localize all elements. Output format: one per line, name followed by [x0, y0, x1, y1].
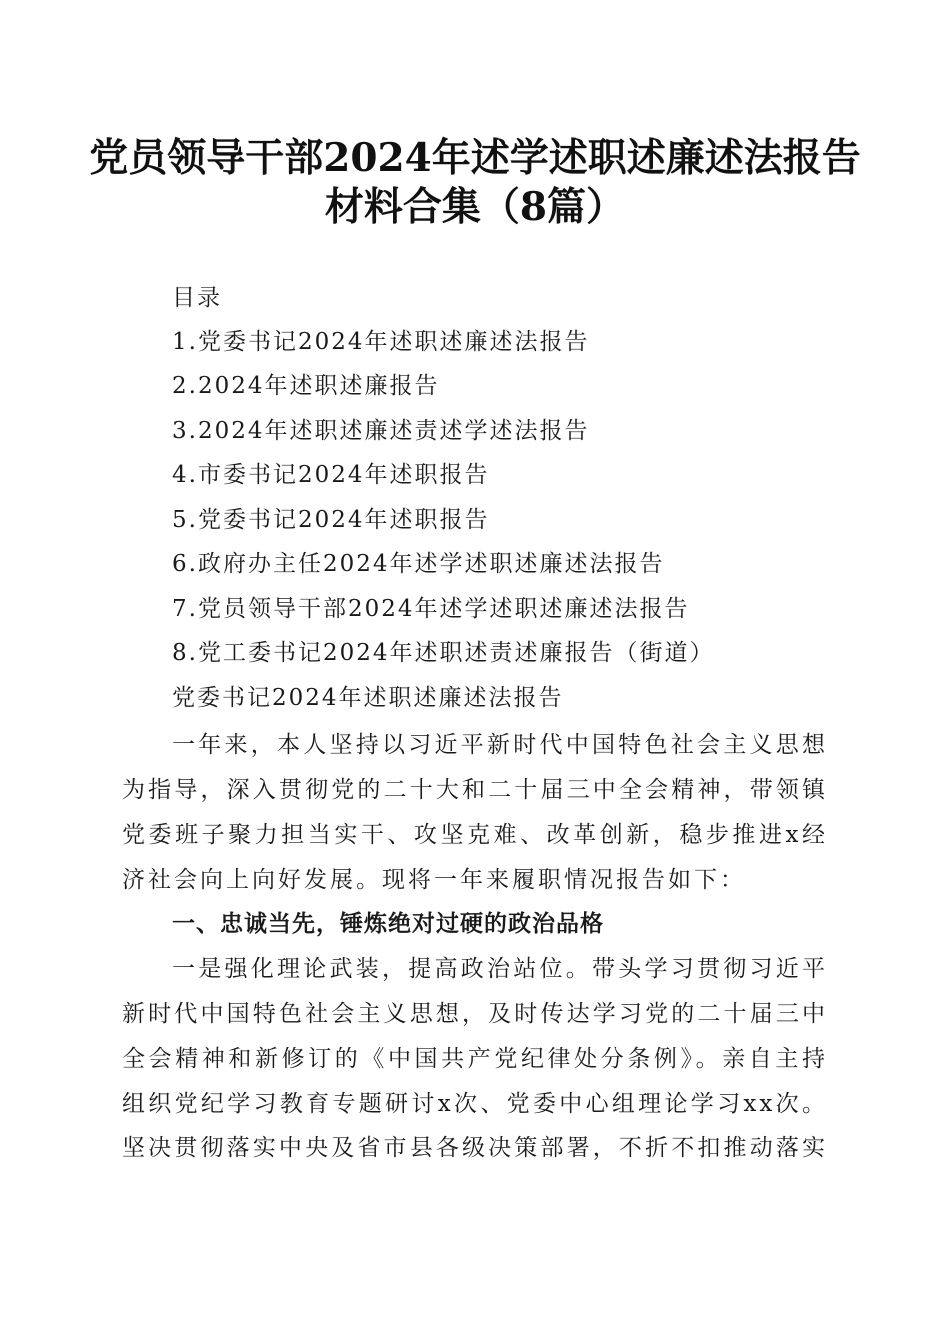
intro-line-1: 一年来，本人坚持以习近平新时代中国特色社会主义思想 [172, 732, 828, 758]
toc-item-5[interactable]: 5.党委书记2024年述职报告 [172, 507, 490, 533]
toc-item-1[interactable]: 1.党委书记2024年述职述廉述法报告 [172, 329, 590, 355]
document-title-line-1: 党员领导干部2024年述学述职述廉述法报告 [89, 135, 861, 181]
intro-line-3: 党委班子聚力担当实干、攻坚克难、改革创新，稳步推进x经 [122, 822, 828, 848]
toc-item-8[interactable]: 8.党工委书记2024年述职述责述廉报告（街道） [172, 640, 715, 666]
toc-item-4[interactable]: 4.市委书记2024年述职报告 [172, 462, 490, 488]
body-line-3: 全会精神和新修订的《中国共产党纪律处分条例》。亲自主持 [122, 1046, 828, 1072]
toc-item-2[interactable]: 2.2024年述职述廉报告 [172, 373, 440, 399]
intro-line-4: 济社会向上向好发展。现将一年来履职情况报告如下： [122, 867, 746, 893]
body-line-5: 坚决贯彻落实中央及省市县各级决策部署，不折不扣推动落实 [122, 1135, 828, 1161]
intro-line-2: 为指导，深入贯彻党的二十大和二十届三中全会精神，带领镇 [122, 777, 828, 803]
document-title-line-2: 材料合集（8篇） [324, 184, 626, 230]
heading-1: 一、忠诚当先，锤炼绝对过硬的政治品格 [172, 911, 604, 937]
toc-item-6[interactable]: 6.政府办主任2024年述学述职述廉述法报告 [172, 551, 665, 577]
toc-heading: 目录 [172, 285, 222, 311]
body-line-2: 新时代中国特色社会主义思想，及时传达学习党的二十届三中 [122, 1001, 828, 1027]
section-title: 党委书记2024年述职述廉述法报告 [172, 685, 564, 711]
body-line-1: 一是强化理论武装，提高政治站位。带头学习贯彻习近平 [172, 956, 828, 982]
toc-item-3[interactable]: 3.2024年述职述廉述责述学述法报告 [172, 418, 590, 444]
body-line-4: 组织党纪学习教育专题研讨x次、党委中心组理论学习xx次。 [122, 1091, 828, 1117]
toc-item-7[interactable]: 7.党员领导干部2024年述学述职述廉述法报告 [172, 596, 690, 622]
